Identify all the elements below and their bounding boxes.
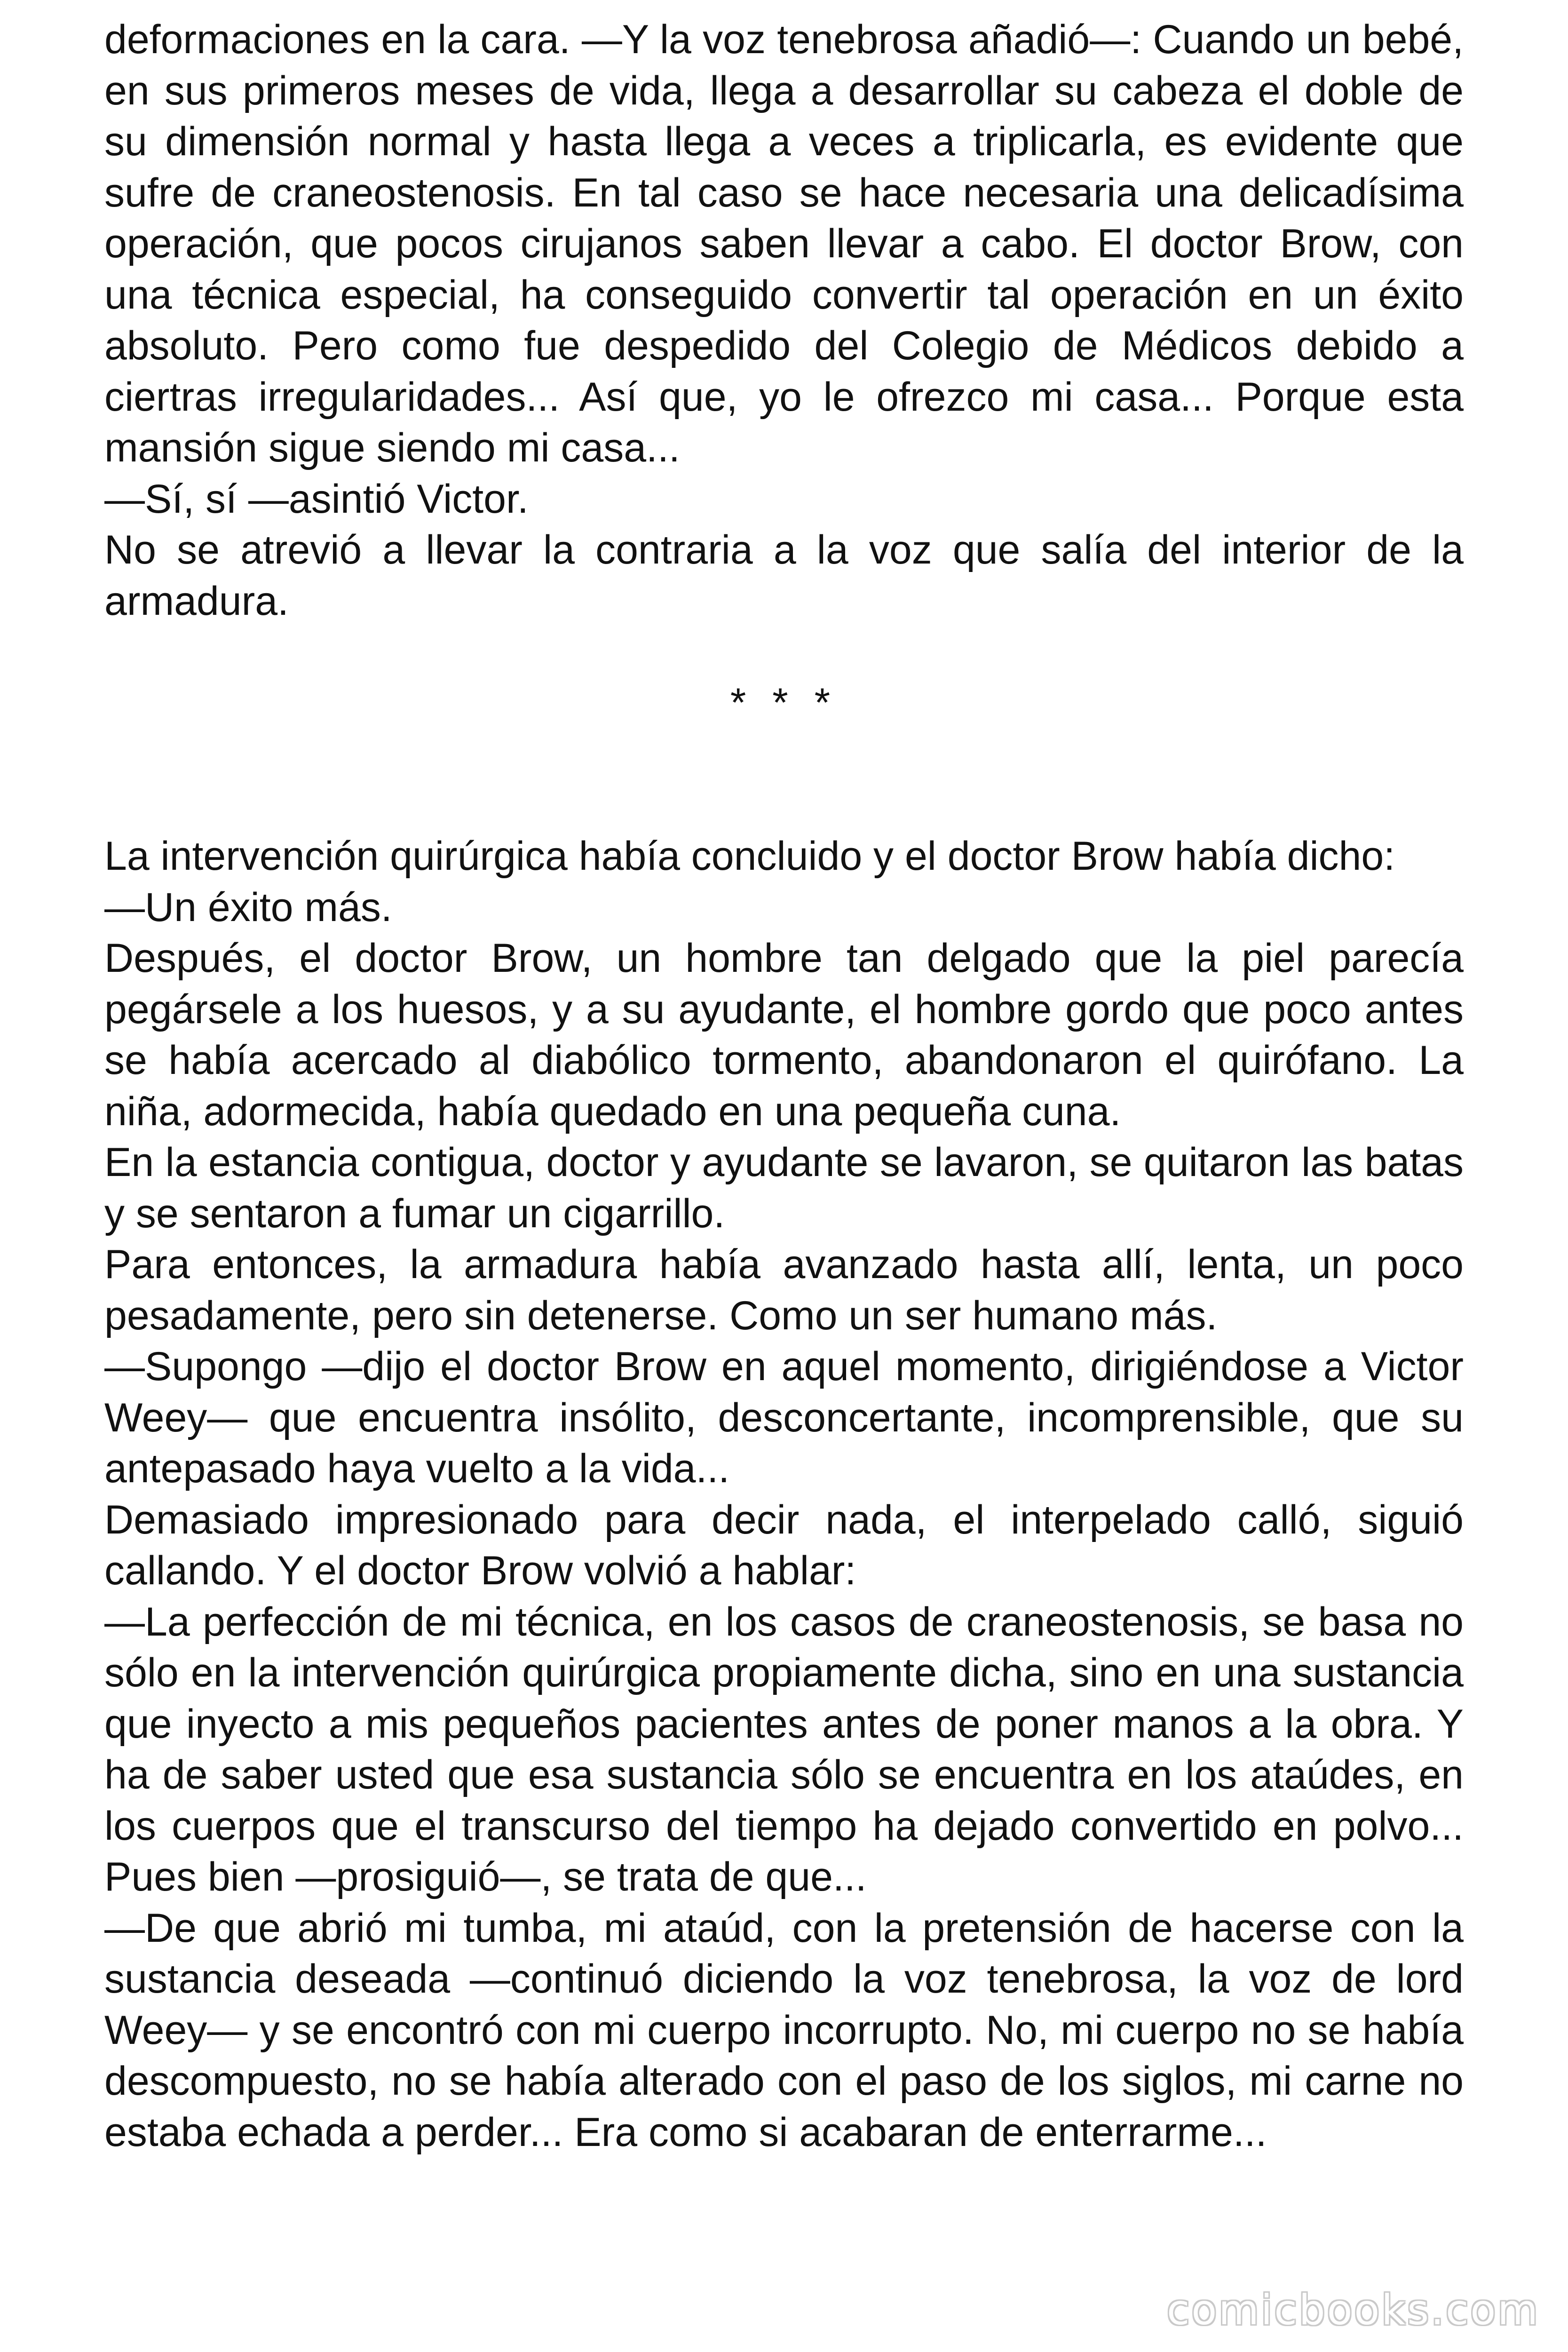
paragraph: Después, el doctor Brow, un hombre tan delgado que la piel parecía pegársele a los huesos, y a su ayudante, el hombre gordo que poco antes se había acercado al diabólico tormento, abandonaron el quirófano. La niña, adormecida, había quedado en una pequeña cuna. bbox=[104, 936, 1464, 1134]
paragraph: deformaciones en la cara. —Y la voz tenebrosa añadió—: Cuando un bebé, en sus primeros meses de vida, llega a desarrollar su cabeza el doble de su dimensión normal y hasta llega a veces a triplicarla, es evidente que sufre de craneostenosis. En tal caso se hace necesaria una delicadísima operación, que pocos cirujanos saben llevar a cabo. El doctor Brow, con una técnica especial, ha conseguido convertir tal operación en un éxito absoluto. Pero como fue despedido del Colegio de Médicos debido a ciertras irregularidades... Así que, yo le ofrezco mi casa... Porque esta mansión sigue siendo mi casa... bbox=[104, 17, 1464, 470]
paragraph: —La perfección de mi técnica, en los casos de craneostenosis, se basa no sólo en la intervención quirúrgica propiamente dicha, sino en una sustancia que inyecto a mis pequeños pacientes antes de poner manos a la obra. Y ha de saber usted que esa sustancia sólo se encuentra en los ataúdes, en los cuerpos que el transcurso del tiempo ha dejado convertido en polvo... Pues bien —prosiguió—, se trata de que... bbox=[104, 1599, 1464, 1899]
paragraph: Demasiado impresionado para decir nada, el interpelado calló, siguió callando. Y el doctor Brow volvió a hablar: bbox=[104, 1497, 1464, 1593]
paragraph: —De que abrió mi tumba, mi ataúd, con la pretensión de hacerse con la sustancia deseada —continuó diciendo la voz tenebrosa, la voz de lord Weey— y se encontró con mi cuerpo incorrupto. No, mi cuerpo no se había descompuesto, no se había alterado con el paso de los siglos, mi carne no estaba echada a perder... Era como si acabaran de enterrarme... bbox=[104, 1905, 1464, 2155]
section-separator: * * * bbox=[730, 680, 838, 725]
page-body bbox=[104, 14, 1464, 2158]
paragraph: —Supongo —dijo el doctor Brow en aquel momento, dirigiéndose a Victor Weey— que encuentra insólito, desconcertante, incomprensible, que su antepasado haya vuelto a la vida... bbox=[104, 1344, 1464, 1491]
paragraph: No se atrevió a llevar la contraria a la voz que salía del interior de la armadura. bbox=[104, 527, 1464, 624]
paragraph: Para entonces, la armadura había avanzado hasta allí, lenta, un poco pesadamente, pero sin detenerse. Como un ser humano más. bbox=[104, 1242, 1464, 1338]
paragraph: En la estancia contigua, doctor y ayudante se lavaron, se quitaron las batas y se sentaron a fumar un cigarrillo. bbox=[104, 1140, 1464, 1236]
paragraph: —Sí, sí —asintió Victor. bbox=[104, 476, 529, 522]
paragraph: —Un éxito más. bbox=[104, 884, 392, 930]
paragraph: La intervención quirúrgica había concluido y el doctor Brow había dicho: bbox=[104, 834, 1395, 879]
watermark: comicbooks.com bbox=[1166, 2286, 1540, 2334]
